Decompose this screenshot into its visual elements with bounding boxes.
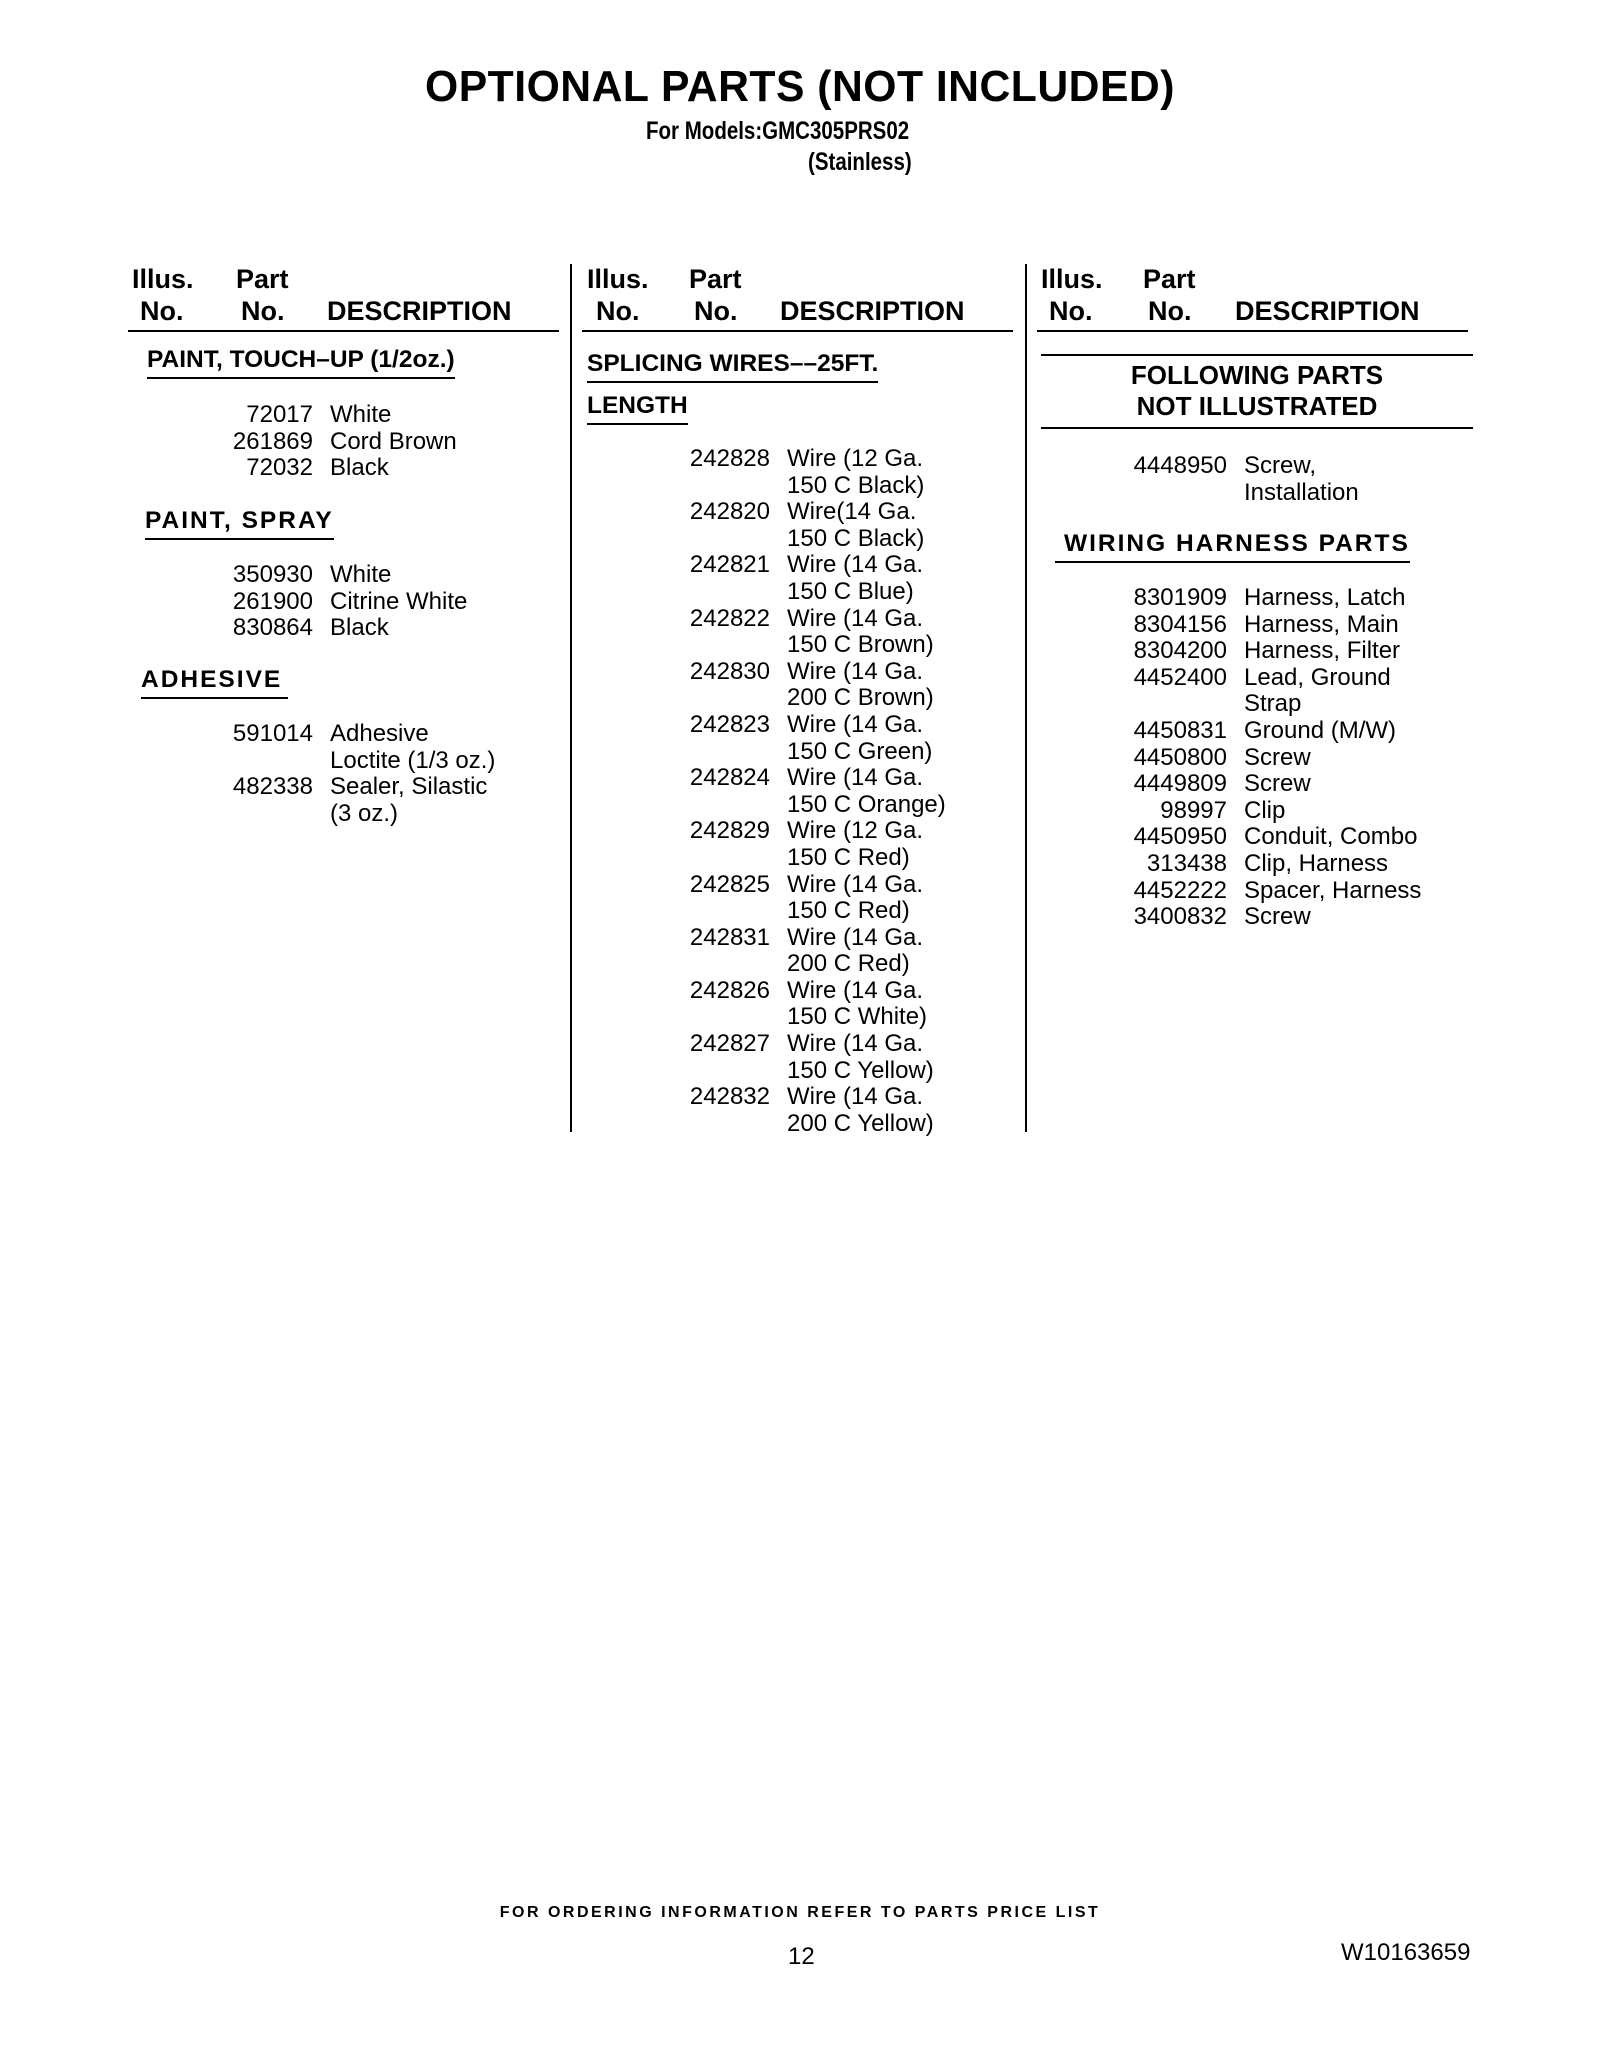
part-description: Wire (14 Ga. 150 C Brown) bbox=[787, 604, 934, 659]
column-divider bbox=[570, 264, 572, 1132]
illus-no-label: No. bbox=[1049, 296, 1093, 326]
part-number: 98997 bbox=[1160, 796, 1227, 824]
section-heading-splicing-wires-length: LENGTH bbox=[587, 392, 688, 425]
part-description: Screw bbox=[1244, 903, 1311, 931]
following-parts-heading bbox=[1041, 354, 1473, 429]
list-item bbox=[1043, 798, 1421, 825]
part-description: Harness, Main bbox=[1244, 610, 1399, 638]
list-item bbox=[1043, 585, 1421, 612]
part-description: Wire (14 Ga. 200 C Brown) bbox=[787, 657, 934, 712]
model-finish: (Stainless) bbox=[808, 148, 912, 176]
part-description: Clip, Harness bbox=[1244, 849, 1389, 877]
part-number: 242824 bbox=[689, 764, 770, 792]
section-heading-wiring-harness: WIRING HARNESS PARTS bbox=[1055, 530, 1410, 563]
list-item bbox=[586, 765, 946, 818]
list-item bbox=[586, 872, 946, 925]
part-description: Sealer, Silastic (3 oz.) bbox=[330, 773, 488, 827]
part-number: 4448950 bbox=[1133, 452, 1227, 479]
part-number: 3400832 bbox=[1133, 903, 1227, 931]
list-item bbox=[1043, 665, 1421, 718]
part-description: Clip bbox=[1244, 796, 1286, 824]
part-description: Wire (14 Ga. 150 C Blue) bbox=[787, 551, 924, 605]
list-item bbox=[113, 589, 467, 616]
illus-label: Illus. bbox=[132, 264, 194, 294]
list-item bbox=[1043, 745, 1421, 772]
part-description: Screw, Installation bbox=[1244, 452, 1359, 506]
part-number: 261869 bbox=[232, 427, 313, 455]
part-description: Cord Brown bbox=[330, 427, 457, 455]
list-item bbox=[586, 1084, 946, 1137]
following-parts-line1: FOLLOWING PARTS bbox=[1130, 360, 1384, 390]
part-no-label: No. bbox=[694, 296, 738, 326]
description-label: DESCRIPTION bbox=[1235, 296, 1420, 326]
list-item bbox=[1043, 824, 1421, 851]
part-number: 4450831 bbox=[1133, 716, 1227, 744]
column-1 bbox=[128, 262, 559, 332]
list-item bbox=[113, 402, 457, 429]
model-number: For Models:GMC305PRS02 bbox=[646, 117, 910, 145]
part-number: 4452400 bbox=[1133, 663, 1227, 691]
part-description: Wire(14 Ga. 150 C Black) bbox=[787, 498, 925, 552]
list-item bbox=[586, 659, 946, 712]
part-description: White bbox=[330, 561, 392, 588]
part-number: 350930 bbox=[232, 561, 313, 588]
part-number: 242822 bbox=[689, 604, 770, 632]
list-item bbox=[586, 1031, 946, 1084]
ordering-info-note: FOR ORDERING INFORMATION REFER TO PARTS PRICE LIST bbox=[499, 1904, 1101, 1921]
section-items bbox=[1043, 585, 1421, 931]
part-description: Screw bbox=[1244, 743, 1311, 771]
list-item bbox=[1043, 851, 1421, 878]
part-description: Wire (14 Ga. 150 C White) bbox=[787, 976, 928, 1031]
part-description: Wire (12 Ga. 150 C Black) bbox=[787, 445, 925, 499]
following-parts-line2: NOT ILLUSTRATED bbox=[1136, 391, 1378, 421]
column-header bbox=[582, 262, 1013, 332]
part-no-label: No. bbox=[241, 296, 285, 326]
part-description: Lead, Ground Strap bbox=[1244, 663, 1391, 718]
part-label: Part bbox=[1143, 264, 1196, 294]
illus-label: Illus. bbox=[1041, 264, 1103, 294]
section-items bbox=[113, 402, 457, 482]
part-description: Adhesive Loctite (1/3 oz.) bbox=[330, 720, 496, 774]
part-number: 313438 bbox=[1146, 849, 1227, 877]
part-description: Wire (14 Ga. 150 C Orange) bbox=[787, 764, 946, 818]
part-number: 242829 bbox=[689, 817, 770, 845]
list-item bbox=[1043, 453, 1359, 506]
part-description: White bbox=[330, 401, 392, 428]
part-description: Harness, Filter bbox=[1244, 637, 1401, 665]
part-number: 242821 bbox=[689, 551, 770, 579]
part-number: 4450800 bbox=[1133, 743, 1227, 771]
part-description: Black bbox=[330, 614, 389, 642]
part-number: 72017 bbox=[246, 401, 313, 428]
part-description: Wire (14 Ga. 150 C Red) bbox=[787, 870, 924, 925]
list-item bbox=[1043, 638, 1421, 665]
list-item bbox=[586, 818, 946, 871]
list-item bbox=[113, 721, 495, 774]
part-label: Part bbox=[236, 264, 289, 294]
part-number: 242826 bbox=[689, 976, 770, 1004]
illus-no-label: No. bbox=[596, 296, 640, 326]
part-number: 8304200 bbox=[1133, 637, 1227, 665]
column-divider bbox=[1025, 264, 1027, 1132]
part-description: Conduit, Combo bbox=[1244, 823, 1418, 851]
list-item bbox=[586, 606, 946, 659]
part-number: 72032 bbox=[246, 454, 313, 482]
part-number: 591014 bbox=[232, 720, 313, 747]
list-item bbox=[586, 925, 946, 978]
section-items bbox=[113, 562, 467, 642]
part-number: 482338 bbox=[232, 773, 313, 801]
part-number: 242830 bbox=[689, 657, 770, 685]
part-number: 242832 bbox=[689, 1083, 770, 1111]
part-label: Part bbox=[689, 264, 742, 294]
part-number: 242828 bbox=[689, 445, 770, 472]
part-description: Screw bbox=[1244, 770, 1311, 798]
list-item bbox=[586, 978, 946, 1031]
part-number: 242831 bbox=[689, 923, 770, 951]
part-number: 8301909 bbox=[1133, 584, 1227, 611]
section-items bbox=[586, 446, 946, 1137]
list-item bbox=[586, 446, 946, 499]
list-item bbox=[1043, 878, 1421, 905]
column-3 bbox=[1037, 262, 1468, 332]
column-header bbox=[128, 262, 559, 332]
section-items bbox=[1043, 453, 1359, 506]
part-description: Spacer, Harness bbox=[1244, 876, 1422, 904]
part-number: 242825 bbox=[689, 870, 770, 898]
page-number: 12 bbox=[788, 1943, 815, 1970]
column-header bbox=[1037, 262, 1468, 332]
part-number: 4450950 bbox=[1133, 823, 1227, 851]
document-number: W10163659 bbox=[1341, 1939, 1471, 1966]
part-number: 8304156 bbox=[1133, 610, 1227, 638]
part-number: 242820 bbox=[689, 498, 770, 526]
part-number: 261900 bbox=[232, 587, 313, 615]
description-label: DESCRIPTION bbox=[327, 296, 512, 326]
part-number: 4452222 bbox=[1133, 876, 1227, 904]
section-heading-splicing-wires: SPLICING WIRES––25FT. bbox=[587, 350, 878, 383]
description-label: DESCRIPTION bbox=[780, 296, 965, 326]
list-item bbox=[1043, 904, 1421, 931]
list-item bbox=[113, 562, 467, 589]
list-item bbox=[586, 552, 946, 605]
list-item bbox=[586, 712, 946, 765]
list-item bbox=[113, 429, 457, 456]
list-item bbox=[113, 615, 467, 642]
part-description: Wire (12 Ga. 150 C Red) bbox=[787, 817, 924, 871]
part-description: Wire (14 Ga. 150 C Yellow) bbox=[787, 1030, 934, 1084]
part-description: Ground (M/W) bbox=[1244, 716, 1397, 744]
part-description: Wire (14 Ga. 150 C Green) bbox=[787, 710, 933, 765]
part-description: Harness, Latch bbox=[1244, 584, 1406, 611]
page-title: OPTIONAL PARTS (NOT INCLUDED) bbox=[425, 62, 1175, 111]
section-heading-adhesive: ADHESIVE bbox=[141, 666, 288, 699]
part-number: 242823 bbox=[689, 710, 770, 738]
list-item bbox=[1043, 771, 1421, 798]
column-2 bbox=[582, 262, 1013, 332]
list-item bbox=[586, 499, 946, 552]
illus-label: Illus. bbox=[587, 264, 649, 294]
list-item bbox=[1043, 718, 1421, 745]
section-heading-paint-touchup: PAINT, TOUCH–UP (1/2oz.) bbox=[147, 346, 455, 379]
illus-no-label: No. bbox=[140, 296, 184, 326]
part-number: 830864 bbox=[232, 614, 313, 642]
part-description: Wire (14 Ga. 200 C Yellow) bbox=[787, 1083, 934, 1137]
list-item bbox=[113, 774, 495, 827]
list-item bbox=[113, 455, 457, 482]
section-heading-paint-spray: PAINT, SPRAY bbox=[145, 507, 334, 540]
list-item bbox=[1043, 612, 1421, 639]
part-number: 4449809 bbox=[1133, 770, 1227, 798]
part-description: Black bbox=[330, 454, 389, 482]
section-items bbox=[113, 721, 495, 827]
part-number: 242827 bbox=[689, 1030, 770, 1058]
part-description: Citrine White bbox=[330, 587, 468, 615]
part-no-label: No. bbox=[1148, 296, 1192, 326]
part-description: Wire (14 Ga. 200 C Red) bbox=[787, 923, 924, 978]
